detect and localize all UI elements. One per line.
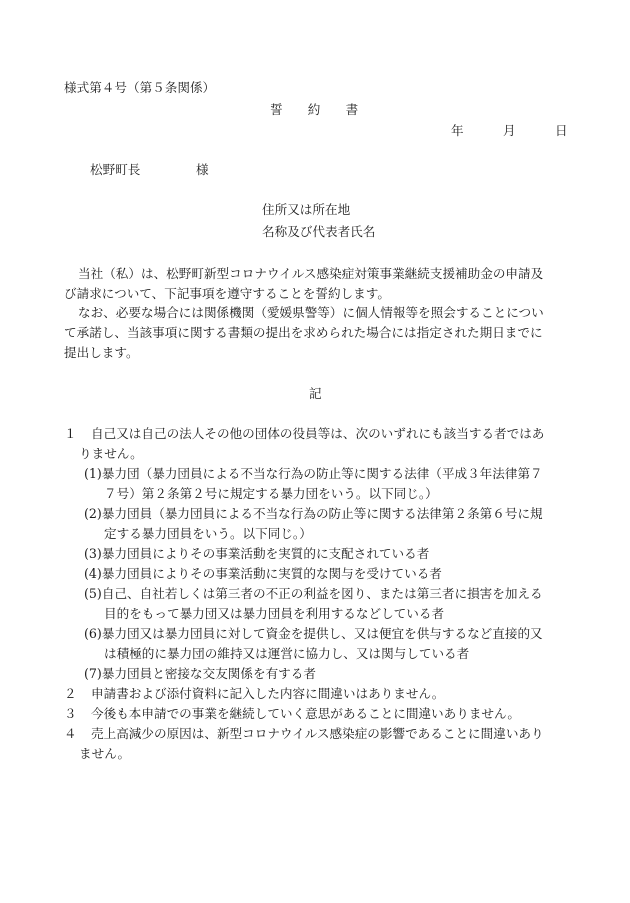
- body-line: なお、必要な場合には関係機関（愛媛県警等）に個人情報等を照会することについ: [78, 305, 544, 320]
- addressee-name: 松野町長: [90, 162, 141, 177]
- item-text: 今後も本申請での事業を継続していく意思があることに間違いありません。: [91, 706, 520, 721]
- list-item: [64, 424, 574, 444]
- sub-item-number: (1): [84, 466, 102, 481]
- address-label: 住所又は所在地: [262, 202, 351, 217]
- item-number: １: [64, 426, 77, 441]
- sub-item-text: 暴力団員によりその事業活動を実質的に支配されている者: [101, 546, 430, 561]
- sub-item-text: 暴力団員によりその事業活動に実質的な関与を受けている者: [101, 566, 442, 581]
- sub-item-text: 暴力団（暴力団員による不当な行為の防止等に関する法律（平成３年法律第７: [101, 466, 543, 481]
- sub-item-number: (2): [84, 506, 102, 521]
- body-line: 当社（私）は、松野町新型コロナウイルス感染症対策事業継続支援補助金の申請及: [78, 266, 544, 281]
- ki-heading: 記: [309, 386, 322, 401]
- document-title: 誓 約 書: [270, 102, 359, 117]
- body-paragraph-1: [64, 264, 570, 304]
- body-line: て承諾し、当該事項に関する書類の提出を求められた場合には指定された期日までに: [64, 325, 543, 340]
- sub-item-number: (7): [84, 666, 102, 681]
- form-label: 様式第４号（第５条関係）: [64, 80, 216, 95]
- sub-item-text: 暴力団又は暴力団員に対して資金を提供し、又は便宜を供与するなど直接的又: [101, 626, 543, 641]
- sub-item: [64, 504, 574, 524]
- sub-item-number: (4): [84, 566, 102, 581]
- body-line: 提出します。: [64, 345, 139, 360]
- sub-item: [64, 564, 574, 584]
- sub-item-continued: ７号）第２条第２号に規定する暴力団をいう。以下同じ。）: [104, 486, 438, 501]
- sub-item: [64, 584, 574, 604]
- sub-item-number: (6): [84, 626, 102, 641]
- item-text-continued: りません。: [79, 446, 143, 461]
- sub-item-text: 暴力団員と密接な交友関係を有する者: [101, 666, 316, 681]
- item-number: ４: [64, 726, 77, 741]
- date-month: 月: [503, 123, 516, 138]
- sub-item: [64, 664, 574, 684]
- pledge-list: [64, 424, 574, 764]
- sub-item-continued: 目的をもって暴力団又は暴力団員を利用するなどしている者: [104, 606, 445, 621]
- list-item: [64, 684, 574, 704]
- item-text-continued: ません。: [79, 746, 131, 761]
- addressee-honorific: 様: [196, 162, 209, 177]
- date-day: 日: [555, 123, 568, 138]
- sub-item-number: (3): [84, 546, 102, 561]
- item-number: ２: [64, 686, 77, 701]
- item-text: 自己又は自己の法人その他の団体の役員等は、次のいずれにも該当する者ではあ: [91, 426, 545, 441]
- date-year: 年: [451, 123, 464, 138]
- sub-item-number: (5): [84, 586, 102, 601]
- item-text: 売上高減少の原因は、新型コロナウイルス感染症の影響であることに間違いあり: [91, 726, 544, 741]
- list-item: [64, 724, 574, 744]
- list-item: [64, 704, 574, 724]
- sub-item-continued: は積極的に暴力団の維持又は運営に協力し、又は関与している者: [104, 646, 470, 661]
- sub-item-continued: 定する暴力団員をいう。以下同じ。）: [104, 526, 312, 541]
- sub-item: [64, 544, 574, 564]
- item-number: ３: [64, 706, 77, 721]
- sub-item: [64, 624, 574, 644]
- sub-item-text: 自己、自社若しくは第三者の不正の利益を図り、または第三者に損害を加える: [101, 586, 543, 601]
- sub-item-text: 暴力団員（暴力団員による不当な行為の防止等に関する法律第２条第６号に規: [101, 506, 543, 521]
- name-label: 名称及び代表者氏名: [262, 224, 376, 239]
- body-line: び請求について、下記事項を遵守することを誓約します。: [64, 286, 390, 301]
- body-paragraph-2: [64, 303, 570, 363]
- item-text: 申請書および添付資料に記入した内容に間違いはありません。: [91, 686, 445, 701]
- sub-item: [64, 464, 574, 484]
